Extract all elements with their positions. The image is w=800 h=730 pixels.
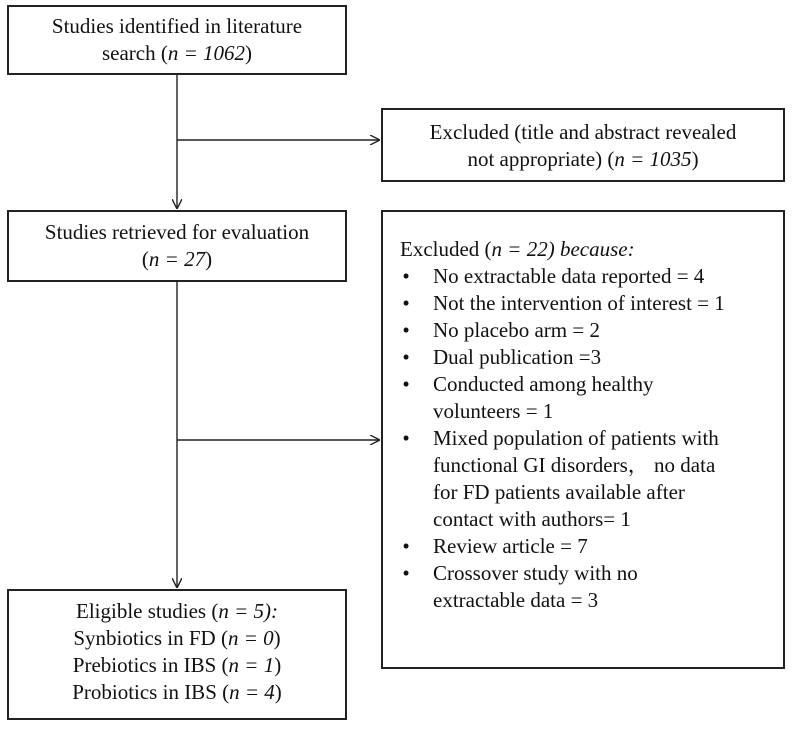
exclusion-reason-list: [400, 263, 783, 614]
exclusion-reason-text: extractable data = 3: [433, 588, 599, 612]
excluded-reasons-header: Excluded (n = 22) because:: [400, 237, 635, 261]
eligible-row: Probiotics in IBS (n = 4): [72, 680, 282, 704]
excluded-title-line-1: Excluded (title and abstract revealed: [429, 120, 737, 144]
exclusion-reason-text: Not the intervention of interest = 1: [433, 291, 725, 315]
exclusion-reason-text: Conducted among healthy: [433, 372, 654, 396]
eligible-row: Synbiotics in FD (n = 0): [73, 626, 281, 650]
excluded-title-line-2: not appropriate) (n = 1035): [467, 147, 699, 171]
exclusion-reason-text: No placebo arm = 2: [433, 318, 600, 342]
eligible-n-count: n = 1: [228, 653, 275, 677]
exclusion-reason-item: [400, 533, 783, 560]
eligible-studies-box: [7, 589, 347, 720]
eligible-n-count: n = 4: [229, 680, 275, 704]
exclusion-reason-text: Crossover study with no: [433, 561, 638, 585]
bullet-icon: •: [402, 318, 410, 342]
exclusion-reason-item: [400, 560, 783, 614]
eligible-n-count: n = 0: [227, 626, 274, 650]
exclusion-reason-item: [400, 425, 783, 533]
search-results-box: [7, 5, 347, 75]
bullet-icon: •: [402, 264, 410, 288]
exclusion-reason-item: [400, 263, 783, 290]
bullet-icon: •: [402, 534, 410, 558]
exclusion-reason-text: for FD patients available after: [433, 480, 685, 504]
exclusion-reason-text: functional GI disorders， no data: [433, 453, 716, 477]
excluded-title-abstract-box: [381, 108, 785, 182]
eligible-rows: [9, 625, 345, 706]
bullet-icon: •: [402, 561, 410, 585]
exclusion-reason-text: No extractable data reported = 4: [433, 264, 705, 288]
exclusion-reason-item: [400, 371, 783, 425]
exclusion-reason-text: volunteers = 1: [433, 399, 554, 423]
eligible-header: Eligible studies (n = 5):: [76, 599, 278, 623]
retrieved-n-count: n = 27: [148, 247, 206, 271]
search-n-count: n = 1062: [167, 41, 246, 65]
bullet-icon: •: [402, 291, 410, 315]
exclusion-reason-text: Review article = 7: [433, 534, 588, 558]
retrieved-line-1: Studies retrieved for evaluation: [44, 220, 310, 244]
exclusion-reason-text: Mixed population of patients with: [433, 426, 719, 450]
search-line-1: Studies identified in literature: [51, 14, 303, 38]
bullet-icon: •: [402, 372, 410, 396]
exclusion-reason-item: [400, 317, 783, 344]
exclusion-reason-text: Dual publication =3: [433, 345, 602, 369]
bullet-icon: •: [402, 426, 410, 450]
bullet-icon: •: [402, 345, 410, 369]
excluded-reasons-box: [381, 210, 785, 669]
exclusion-reason-item: [400, 344, 783, 371]
retrieved-line-2: (n = 27): [141, 247, 213, 271]
eligible-row: Prebiotics in IBS (n = 1): [72, 653, 282, 677]
search-line-2: search (n = 1062): [101, 41, 253, 65]
exclusion-reason-text: contact with authors= 1: [433, 507, 631, 531]
excluded-title-n-count: n = 1035: [614, 147, 692, 171]
retrieved-studies-box: [7, 210, 347, 282]
exclusion-reason-item: [400, 290, 783, 317]
